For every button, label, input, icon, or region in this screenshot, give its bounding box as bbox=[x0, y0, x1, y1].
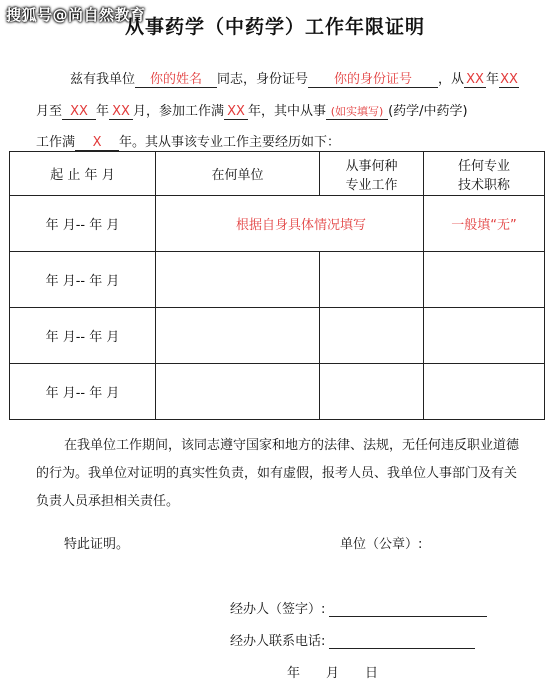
header-work-line1: 从事何种 bbox=[345, 158, 398, 174]
header-title-line2: 技术职称 bbox=[457, 177, 510, 193]
work-cell[interactable] bbox=[320, 308, 424, 364]
total-years-field[interactable]: XX bbox=[224, 104, 248, 120]
header-unit: 在何单位 bbox=[156, 152, 320, 196]
end-year-field[interactable]: XX bbox=[62, 104, 96, 120]
period-cell[interactable]: 年 月-- 年 月 bbox=[10, 308, 156, 364]
name-field[interactable]: 你的姓名 bbox=[135, 68, 217, 88]
header-work-line2: 专业工作 bbox=[345, 177, 398, 193]
intro-text: 兹有我单位 bbox=[70, 72, 136, 87]
handler-phone-label: 经办人联系电话: bbox=[230, 634, 326, 649]
intro-line-1 bbox=[70, 68, 519, 88]
end-month-field[interactable]: XX bbox=[109, 104, 133, 120]
handler-signature bbox=[230, 598, 487, 617]
unit-seal-label: 单位（公章）: bbox=[340, 537, 423, 552]
title-cell[interactable] bbox=[424, 364, 545, 420]
date-line: 年 月 日 bbox=[287, 666, 379, 681]
intro-line-2 bbox=[36, 100, 468, 120]
handler-phone-field[interactable] bbox=[329, 634, 475, 649]
unit-cell[interactable] bbox=[156, 308, 320, 364]
header-title bbox=[424, 152, 545, 196]
header-work bbox=[320, 152, 424, 196]
title-cell[interactable]: 一般填“无” bbox=[424, 196, 545, 252]
watermark: 搜狐号@尚自然教育 bbox=[6, 6, 146, 24]
intro-text: 年。其从事该专业工作主要经历如下： bbox=[119, 135, 341, 150]
title-cell[interactable] bbox=[424, 252, 545, 308]
intro-text: 年 bbox=[486, 72, 500, 87]
unit-cell[interactable]: 根据自身具体情况填写 bbox=[156, 196, 424, 252]
id-number-field[interactable]: 你的身份证号 bbox=[308, 68, 438, 88]
handler-phone bbox=[230, 630, 475, 649]
experience-table bbox=[9, 151, 545, 420]
period-cell[interactable]: 年 月-- 年 月 bbox=[10, 196, 156, 252]
unit-cell[interactable] bbox=[156, 364, 320, 420]
period-cell[interactable]: 年 月-- 年 月 bbox=[10, 252, 156, 308]
table-row bbox=[10, 252, 545, 308]
work-cell[interactable] bbox=[320, 364, 424, 420]
professional-years-field[interactable]: X bbox=[75, 135, 119, 151]
intro-text: 工作满 bbox=[36, 135, 76, 150]
header-title-line1: 任何专业 bbox=[457, 158, 510, 174]
intro-text: 月至 bbox=[36, 104, 63, 119]
header-period: 起 止 年 月 bbox=[10, 152, 156, 196]
intro-text: 月，参加工作满 bbox=[133, 104, 225, 119]
work-cell[interactable] bbox=[320, 252, 424, 308]
intro-text: 同志，身份证号 bbox=[217, 72, 309, 87]
intro-text: (药学/中药学) bbox=[388, 104, 468, 119]
table-header-row bbox=[10, 152, 545, 196]
intro-text: ，从 bbox=[438, 72, 465, 87]
intro-text: 年 bbox=[96, 104, 110, 119]
intro-line-3 bbox=[36, 131, 340, 151]
intro-text: 年，其中从事 bbox=[248, 104, 327, 119]
start-year-field[interactable]: XX bbox=[464, 72, 486, 88]
field-type-field[interactable]: (如实填写) bbox=[326, 103, 388, 120]
period-cell[interactable]: 年 月-- 年 月 bbox=[10, 364, 156, 420]
table-row bbox=[10, 364, 545, 420]
special-note: 特此证明。 bbox=[64, 537, 130, 552]
declaration-paragraph: 在我单位工作期间，该同志遵守国家和地方的法律、法规，无任何违反职业道德的行为。我单位对证明的真实性负责，如有虚假，报考人员、我单位人事部门及有关负责人员承担相关责任。 bbox=[36, 438, 520, 509]
title-cell[interactable] bbox=[424, 308, 545, 364]
table-row bbox=[10, 196, 545, 252]
handler-signature-field[interactable] bbox=[329, 602, 487, 617]
page-title: 从事药学（中药学）工作年限证明 bbox=[124, 16, 425, 38]
start-month-field[interactable]: XX bbox=[500, 72, 518, 87]
table-row bbox=[10, 308, 545, 364]
handler-label: 经办人（签字）: bbox=[230, 602, 326, 617]
unit-cell[interactable] bbox=[156, 252, 320, 308]
